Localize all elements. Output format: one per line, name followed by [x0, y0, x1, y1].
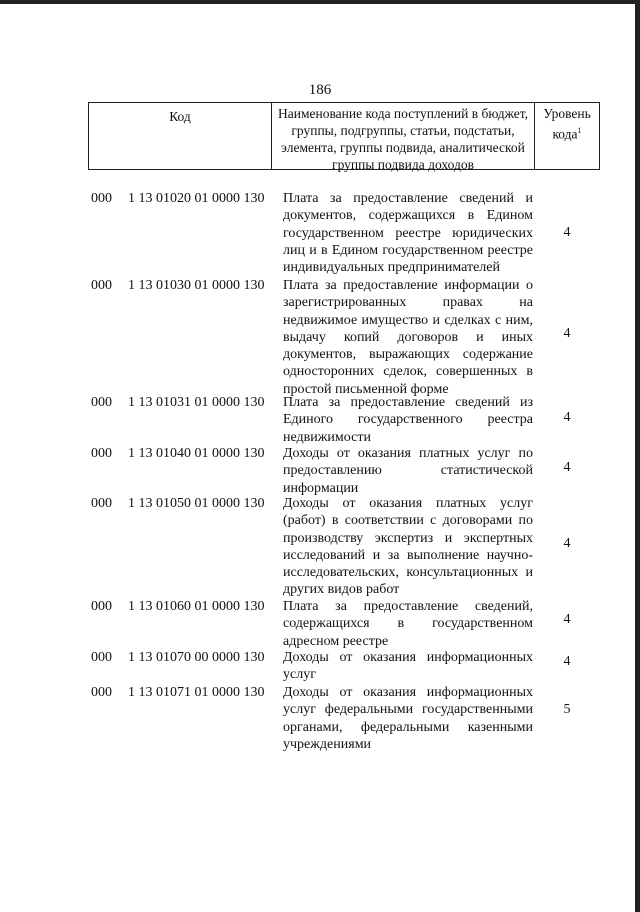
row-admin-code: 000 — [91, 599, 112, 614]
row-level: 4 — [563, 326, 571, 341]
row-admin-code: 000 — [91, 496, 112, 511]
row-description: Плата за предоставление сведений и документов, содержащихся в Едином государственном реестре юридических лиц и в Едином государственном реестре индивидуальных предпринимателей — [283, 191, 533, 276]
row-description: Доходы от оказания платных услуг по предоставлению статистической информации — [283, 446, 533, 496]
row-budget-code: 1 13 01020 01 0000 130 — [128, 191, 265, 206]
row-level: 4 — [563, 612, 571, 627]
row-budget-code: 1 13 01070 00 0000 130 — [128, 650, 265, 665]
table-header — [88, 102, 600, 170]
row-budget-code: 1 13 01040 01 0000 130 — [128, 446, 265, 461]
page-number: 186 — [308, 82, 332, 98]
row-description: Доходы от оказания информационных услуг — [283, 650, 533, 683]
row-level: 5 — [563, 702, 571, 717]
row-description: Плата за предоставление сведений, содержащихся в государственном адресном реестре — [283, 599, 533, 649]
row-description: Плата за предоставление информации о зарегистрированных правах на недвижимое имущество и сделках с ним, выдачу копий договоров и иных документов, выражающих содержание односторонних сделок, совершенных в простой письменной форме — [283, 278, 533, 397]
header-level-footnote: 1 — [577, 126, 582, 135]
header-name: Наименование кода поступлений в бюджет, группы, подгруппы, статьи, подстатьи, элемента, группы подвида, аналитической группы подвида доходов — [272, 103, 535, 169]
row-level: 4 — [563, 654, 571, 669]
row-admin-code: 000 — [91, 395, 112, 410]
row-admin-code: 000 — [91, 191, 112, 206]
header-level-label: Уровень кода — [543, 106, 591, 142]
row-admin-code: 000 — [91, 685, 112, 700]
row-level: 4 — [563, 225, 571, 240]
row-budget-code: 1 13 01050 01 0000 130 — [128, 496, 265, 511]
row-budget-code: 1 13 01030 01 0000 130 — [128, 278, 265, 293]
row-budget-code: 1 13 01071 01 0000 130 — [128, 685, 265, 700]
row-description: Доходы от оказания платных услуг (работ) в соответствии с договорами по производству экспертиз и экспертных исследований и за выполнение научно-исследовательских, консультационных и других видов работ — [283, 496, 533, 598]
header-level — [535, 103, 599, 169]
row-budget-code: 1 13 01031 01 0000 130 — [128, 395, 265, 410]
row-level: 4 — [563, 460, 571, 475]
row-budget-code: 1 13 01060 01 0000 130 — [128, 599, 265, 614]
row-admin-code: 000 — [91, 446, 112, 461]
row-level: 4 — [563, 536, 571, 551]
row-description: Доходы от оказания информационных услуг федеральными государственными органами, федеральными казенными учреждениями — [283, 685, 533, 752]
header-code: Код — [89, 103, 272, 169]
row-admin-code: 000 — [91, 650, 112, 665]
row-description: Плата за предоставление сведений из Единого государственного реестра недвижимости — [283, 395, 533, 445]
row-level: 4 — [563, 410, 571, 425]
row-admin-code: 000 — [91, 278, 112, 293]
